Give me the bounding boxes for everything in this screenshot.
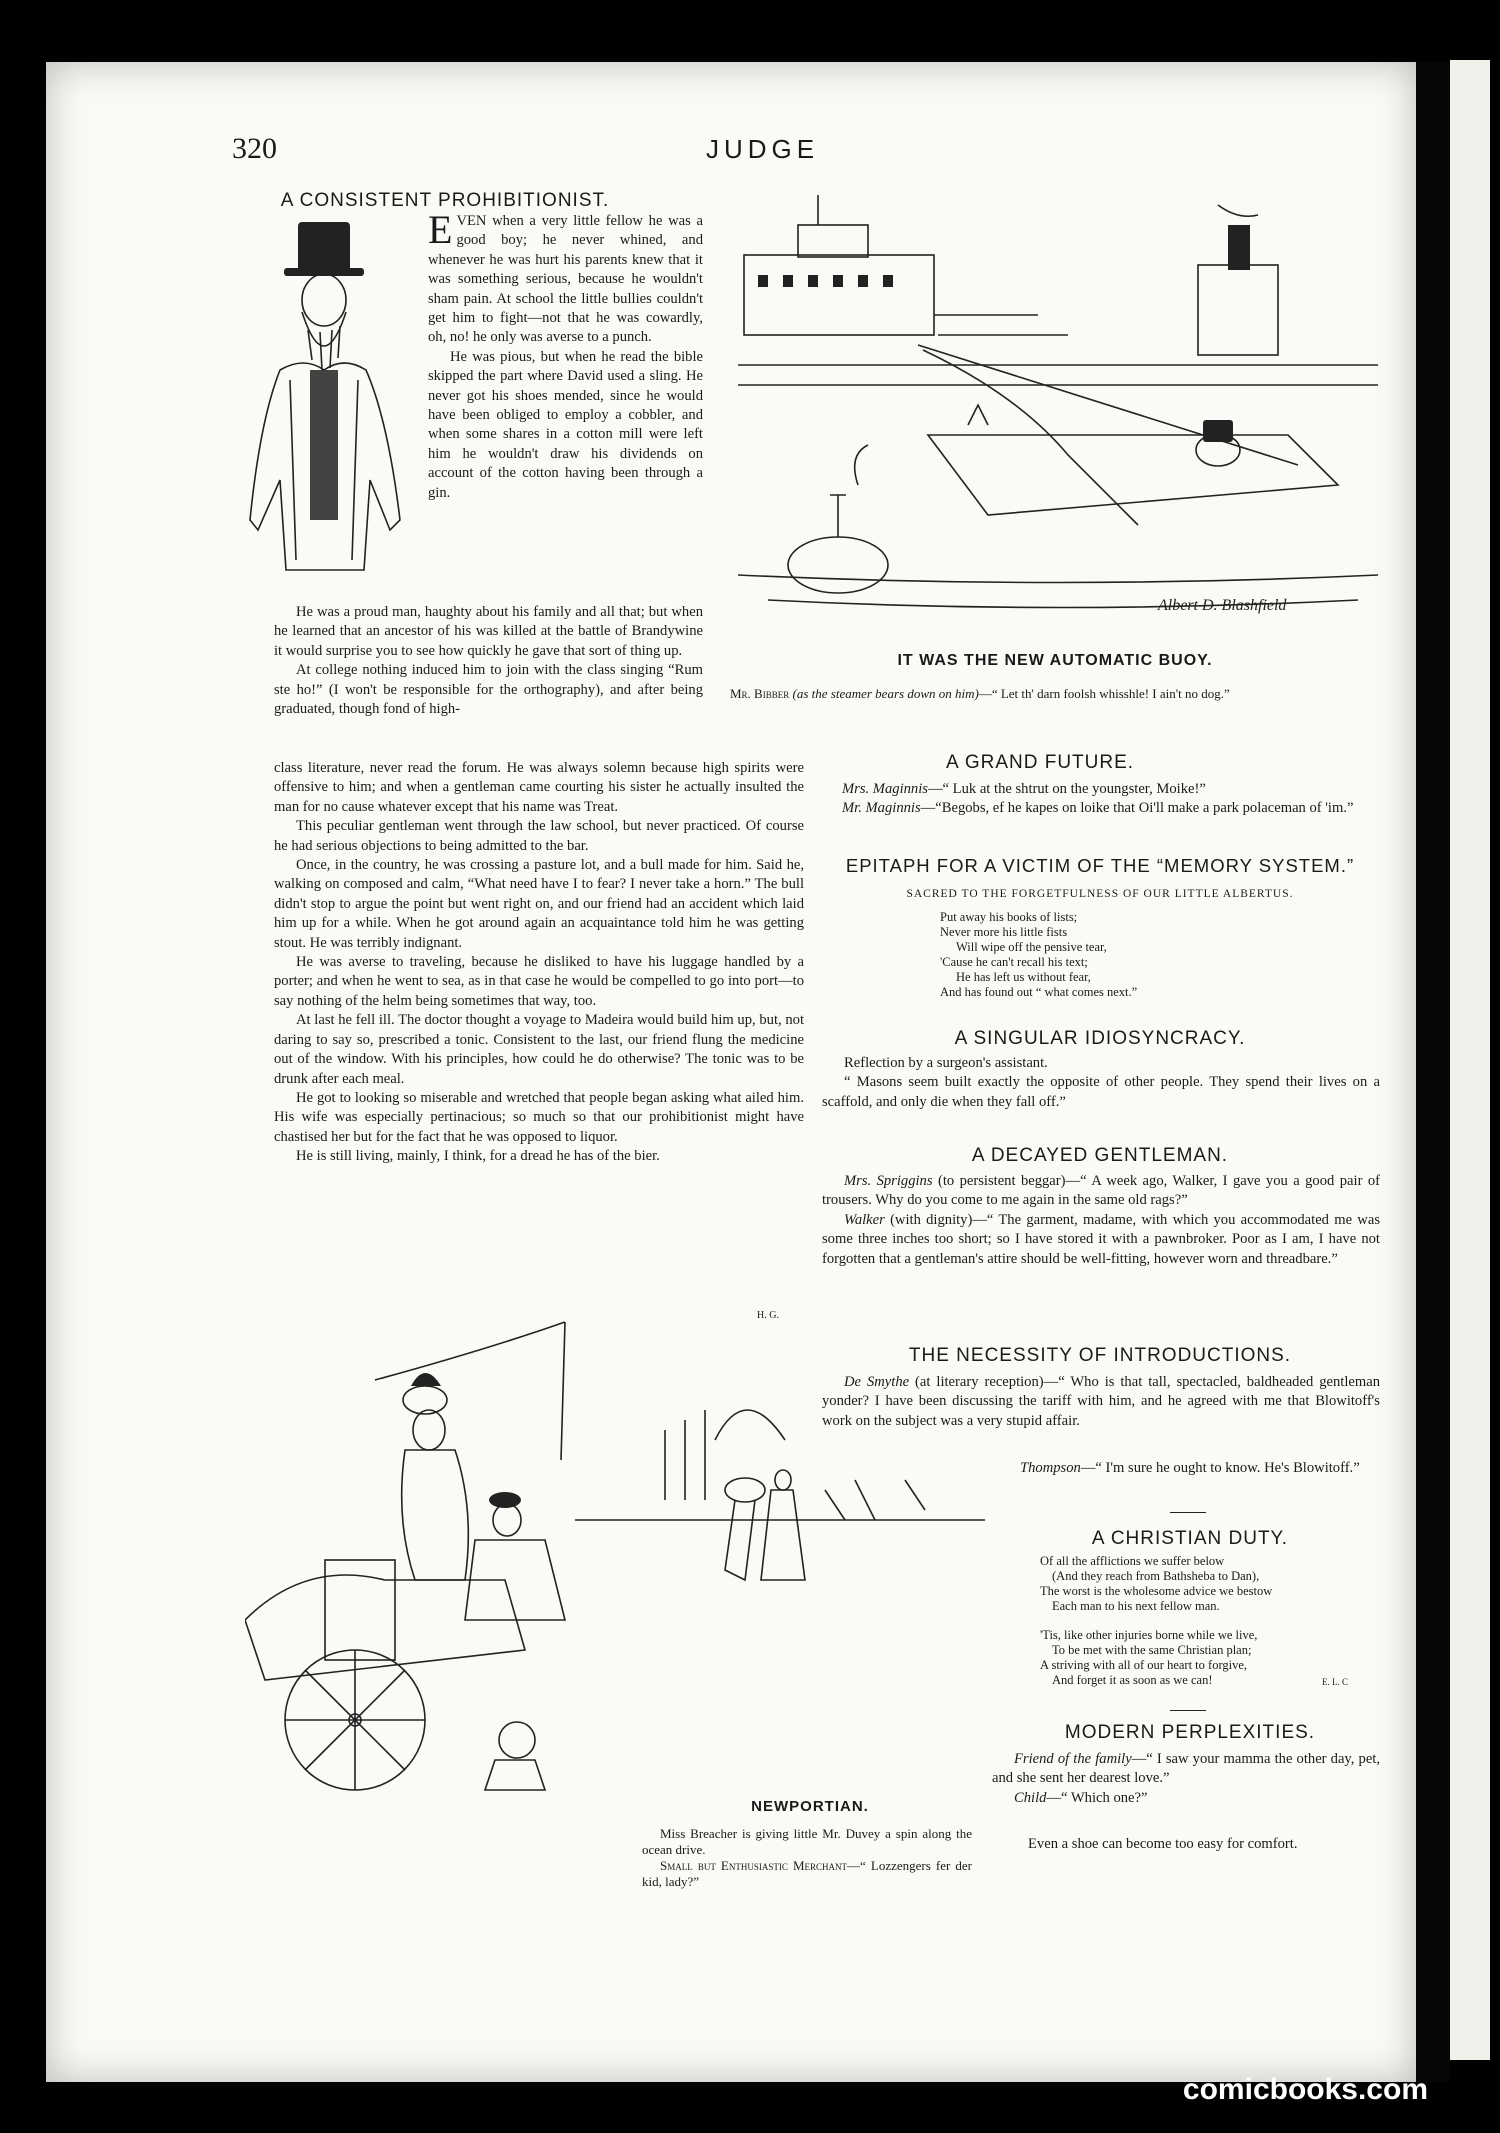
speaker: Child: [1014, 1789, 1047, 1806]
buoy-illustration: [738, 195, 1378, 625]
paragraph: This peculiar gentleman went through the law school, but never practiced. Of course he had serious objections to being admitted to the bar.: [274, 818, 804, 854]
dialogue: —“ Let th' darn foolsh whisshle! I ain't no dog.”: [978, 686, 1230, 701]
paragraph: He is still living, mainly, I think, for a dread he has of the bier.: [296, 1148, 660, 1165]
dialogue: —“ Luk at the shtrut on the youngster, Moike!”: [927, 781, 1206, 797]
poem-line: To be met with the same Christian plan;: [1052, 1643, 1252, 1657]
christian-duty-title: A CHRISTIAN DUTY.: [1091, 1528, 1289, 1549]
paragraph: He got to looking so miserable and wretched that people began asking what ailed him. His wife was especially pertinacious; so much so that our prohibitionist might have chastised her but for the fact that he was opposed to liquor.: [274, 1089, 804, 1145]
decayed-text: [822, 1172, 1380, 1269]
paragraph: He was a proud man, haughty about his family and all that; but when he learned that an ancestor of his was killed at the battle of Brandywine it would surprise you to see how quickly he gave that sort of thing up.: [274, 604, 703, 659]
newportian-text: [642, 1826, 972, 1890]
poem-line: And has found out “ what comes next.”: [940, 985, 1138, 999]
speaker: De Smythe: [844, 1374, 910, 1390]
drop-cap: E: [428, 207, 453, 252]
grand-future-text: [820, 780, 1380, 819]
poem-line: 'Tis, like other injuries borne while we live,: [1040, 1628, 1258, 1642]
speaker: Mrs. Maginnis: [842, 781, 928, 797]
next-page-edge: [1450, 60, 1490, 2060]
poem-line: Never more his little fists: [940, 925, 1068, 939]
idiosyncracy-text: [822, 1054, 1380, 1112]
speaker: Thompson: [1020, 1460, 1081, 1476]
newportian-caption: NEWPORTIAN.: [751, 1798, 869, 1815]
poem-line: (And they reach from Bathsheba to Dan),: [1052, 1569, 1260, 1583]
poem-line: A striving with all of our heart to forgive,: [1040, 1658, 1248, 1672]
buoy-dialogue: [730, 686, 1375, 702]
dialogue: (with dignity)—“ The garment, madame, with which you accommodated me was some three inches too short; so I have stored it with a pawnbroker. Poor as I am, I have not forgotten that a gentleman's attire should be well-fitting, however worn and threadbare.”: [822, 1211, 1380, 1267]
paragraph: He was pious, but when he read the bible skipped the part where David used a sling. He never got his shoes mended, since he would have been obliged to employ a cobbler, and when some shares in a cotton mill were left him he wouldn't draw his dividends on account of the cotton having been through a gin.: [428, 348, 703, 501]
buoy-caption: IT WAS THE NEW AUTOMATIC BUOY.: [897, 652, 1213, 669]
christian-duty-stanza-1: [1040, 1554, 1272, 1614]
prohibitionist-text-c: [274, 759, 804, 1167]
christian-duty-stanza-2: [1040, 1628, 1257, 1688]
idiosyncracy-title: A SINGULAR IDIOSYNCRACY.: [954, 1028, 1246, 1049]
prohibitionist-text-a: [428, 207, 703, 503]
dialogue: (to persistent beggar)—“ A week ago, Walker, I gave you a good pair of trousers. Why do you come to me again in the same old rags?”: [822, 1173, 1380, 1209]
masthead: JUDGE: [706, 134, 820, 164]
speaker: Mr. Maginnis: [842, 800, 921, 817]
dialogue: (at literary reception)—“ Who is that tall, spectacled, baldheaded gentleman yonder? I have been discussing the tariff with him, and he agreed with me that Blowitoff's work on the subject was a very stupid affair.: [822, 1374, 1380, 1429]
page-number: 320: [232, 132, 277, 165]
grand-future-title: A GRAND FUTURE.: [945, 752, 1135, 773]
paragraph: Miss Breacher is giving little Mr. Duvey a spin along the ocean drive.: [642, 1826, 972, 1857]
epitaph-subtitle: SACRED TO THE FORGETFULNESS OF OUR LITTLE ALBERTUS.: [906, 888, 1294, 900]
artist-signature: Albert D. Blashfield: [1158, 597, 1287, 614]
divider: [1170, 1710, 1206, 1711]
speaker: Small but Enthusiastic Merchant: [660, 1858, 848, 1873]
paragraph: He was averse to traveling, because he disliked to have his luggage handled by a porter; and when he went to sea, as in that case he would be compelled to go into port—to say nothing of the helm being sometimes that way, too.: [274, 954, 804, 1009]
epitaph-title: EPITAPH FOR A VICTIM OF THE “MEMORY SYSTEM.”: [845, 855, 1355, 876]
dialogue: —“ I'm sure he ought to know. He's Blowitoff.”: [1080, 1460, 1360, 1476]
prohibitionist-text-b: [274, 603, 703, 719]
dialogue: —“ Lozzengers fer der kid, lady?”: [642, 1858, 972, 1889]
newportian-illustration: [245, 1320, 985, 1800]
paragraph: At last he fell ill. The doctor thought a voyage to Madeira would build him up, but, not daring to say so, prescribed a tonic. Consistent to the last, our friend flung the medicine out of the window. With his principles, how could he do otherwise? The tonic was to be drunk after each meal.: [274, 1012, 804, 1087]
book-spine: [1416, 62, 1450, 2082]
story-title-prohibitionist: A CONSISTENT PROHIBITIONIST.: [280, 190, 610, 211]
introductions-title: THE NECESSITY OF INTRODUCTIONS.: [908, 1345, 1292, 1366]
speaker: Mr. Bibber: [730, 686, 790, 701]
perplexities-text: [992, 1750, 1380, 1808]
introductions-reply: [998, 1459, 1380, 1478]
paragraph: Reflection by a surgeon's assistant.: [844, 1055, 1048, 1071]
perplexities-title: MODERN PERPLEXITIES.: [1064, 1722, 1316, 1743]
paragraph: VEN when a very little fellow he was a good boy; he never whined, and whenever he was hurt his parents knew that it was something serious, because he wouldn't sham pain. At school the little bullies couldn't get him to fight—not that he was cowardly, oh, no! he only was averse to a punch.: [428, 213, 703, 346]
epitaph-poem: [940, 910, 1137, 1000]
dialogue: —“Begobs, ef he kapes on loike that Oi'll make a park polaceman of 'im.”: [920, 800, 1354, 817]
signature-elc: E. L. C: [1322, 1677, 1348, 1687]
poem-line: The worst is the wholesome advice we bestow: [1040, 1584, 1273, 1598]
dialogue: —“ I saw your mamma the other day, pet, and she sent her dearest love.”: [992, 1751, 1380, 1787]
poem-line: Put away his books of lists;: [940, 910, 1078, 924]
stage-direction: (as the steamer bears down on him): [792, 686, 979, 701]
paragraph: class literature, never read the forum. He was always solemn because high spirits were offensive to him; and when a gentleman came courting his sister he actually insulted the man for no cause whatever except that his name was Treat.: [274, 760, 804, 815]
paragraph: Once, in the country, he was crossing a pasture lot, and a bull made for him. Said he, walking on composed and calm, “What need have I to fear? I never take a horn.” The bull didn't stop to argue the point but went right on, and our friend had an accident which laid him up for a while. When he got around again an acquaintance told him he was getting stout. He was terribly indignant.: [274, 857, 804, 951]
signature-hg: H. G.: [757, 1310, 779, 1321]
speaker: Mrs. Spriggins: [844, 1173, 933, 1189]
prohibitionist-illustration: [240, 220, 415, 580]
poem-line: Of all the afflictions we suffer below: [1040, 1554, 1225, 1568]
paragraph: “ Masons seem built exactly the opposite of other people. They spend their lives on a scaffold, and only die when they fall off.”: [822, 1074, 1380, 1110]
poem-line: Each man to his next fellow man.: [1052, 1599, 1220, 1613]
dialogue: —“ Which one?”: [1046, 1789, 1148, 1806]
watermark[interactable]: comicbooks.com: [1182, 2073, 1428, 2106]
perplexities-closing: Even a shoe can become too easy for comfort.: [1028, 1836, 1298, 1852]
poem-line: Will wipe off the pensive tear,: [956, 940, 1107, 954]
poem-line: And forget it as soon as we can!: [1052, 1673, 1213, 1687]
speaker: Walker: [844, 1211, 885, 1228]
divider: [1170, 1512, 1206, 1513]
poem-line: He has left us without fear,: [956, 970, 1091, 984]
poem-line: 'Cause he can't recall his text;: [940, 955, 1088, 969]
paragraph: At college nothing induced him to join with the class singing “Rum ste ho!” (I won't be responsible for the orthography), and after being graduated, though fond of high-: [274, 662, 703, 718]
decayed-title: A DECAYED GENTLEMAN.: [971, 1145, 1229, 1166]
speaker: Friend of the family: [1014, 1751, 1132, 1767]
